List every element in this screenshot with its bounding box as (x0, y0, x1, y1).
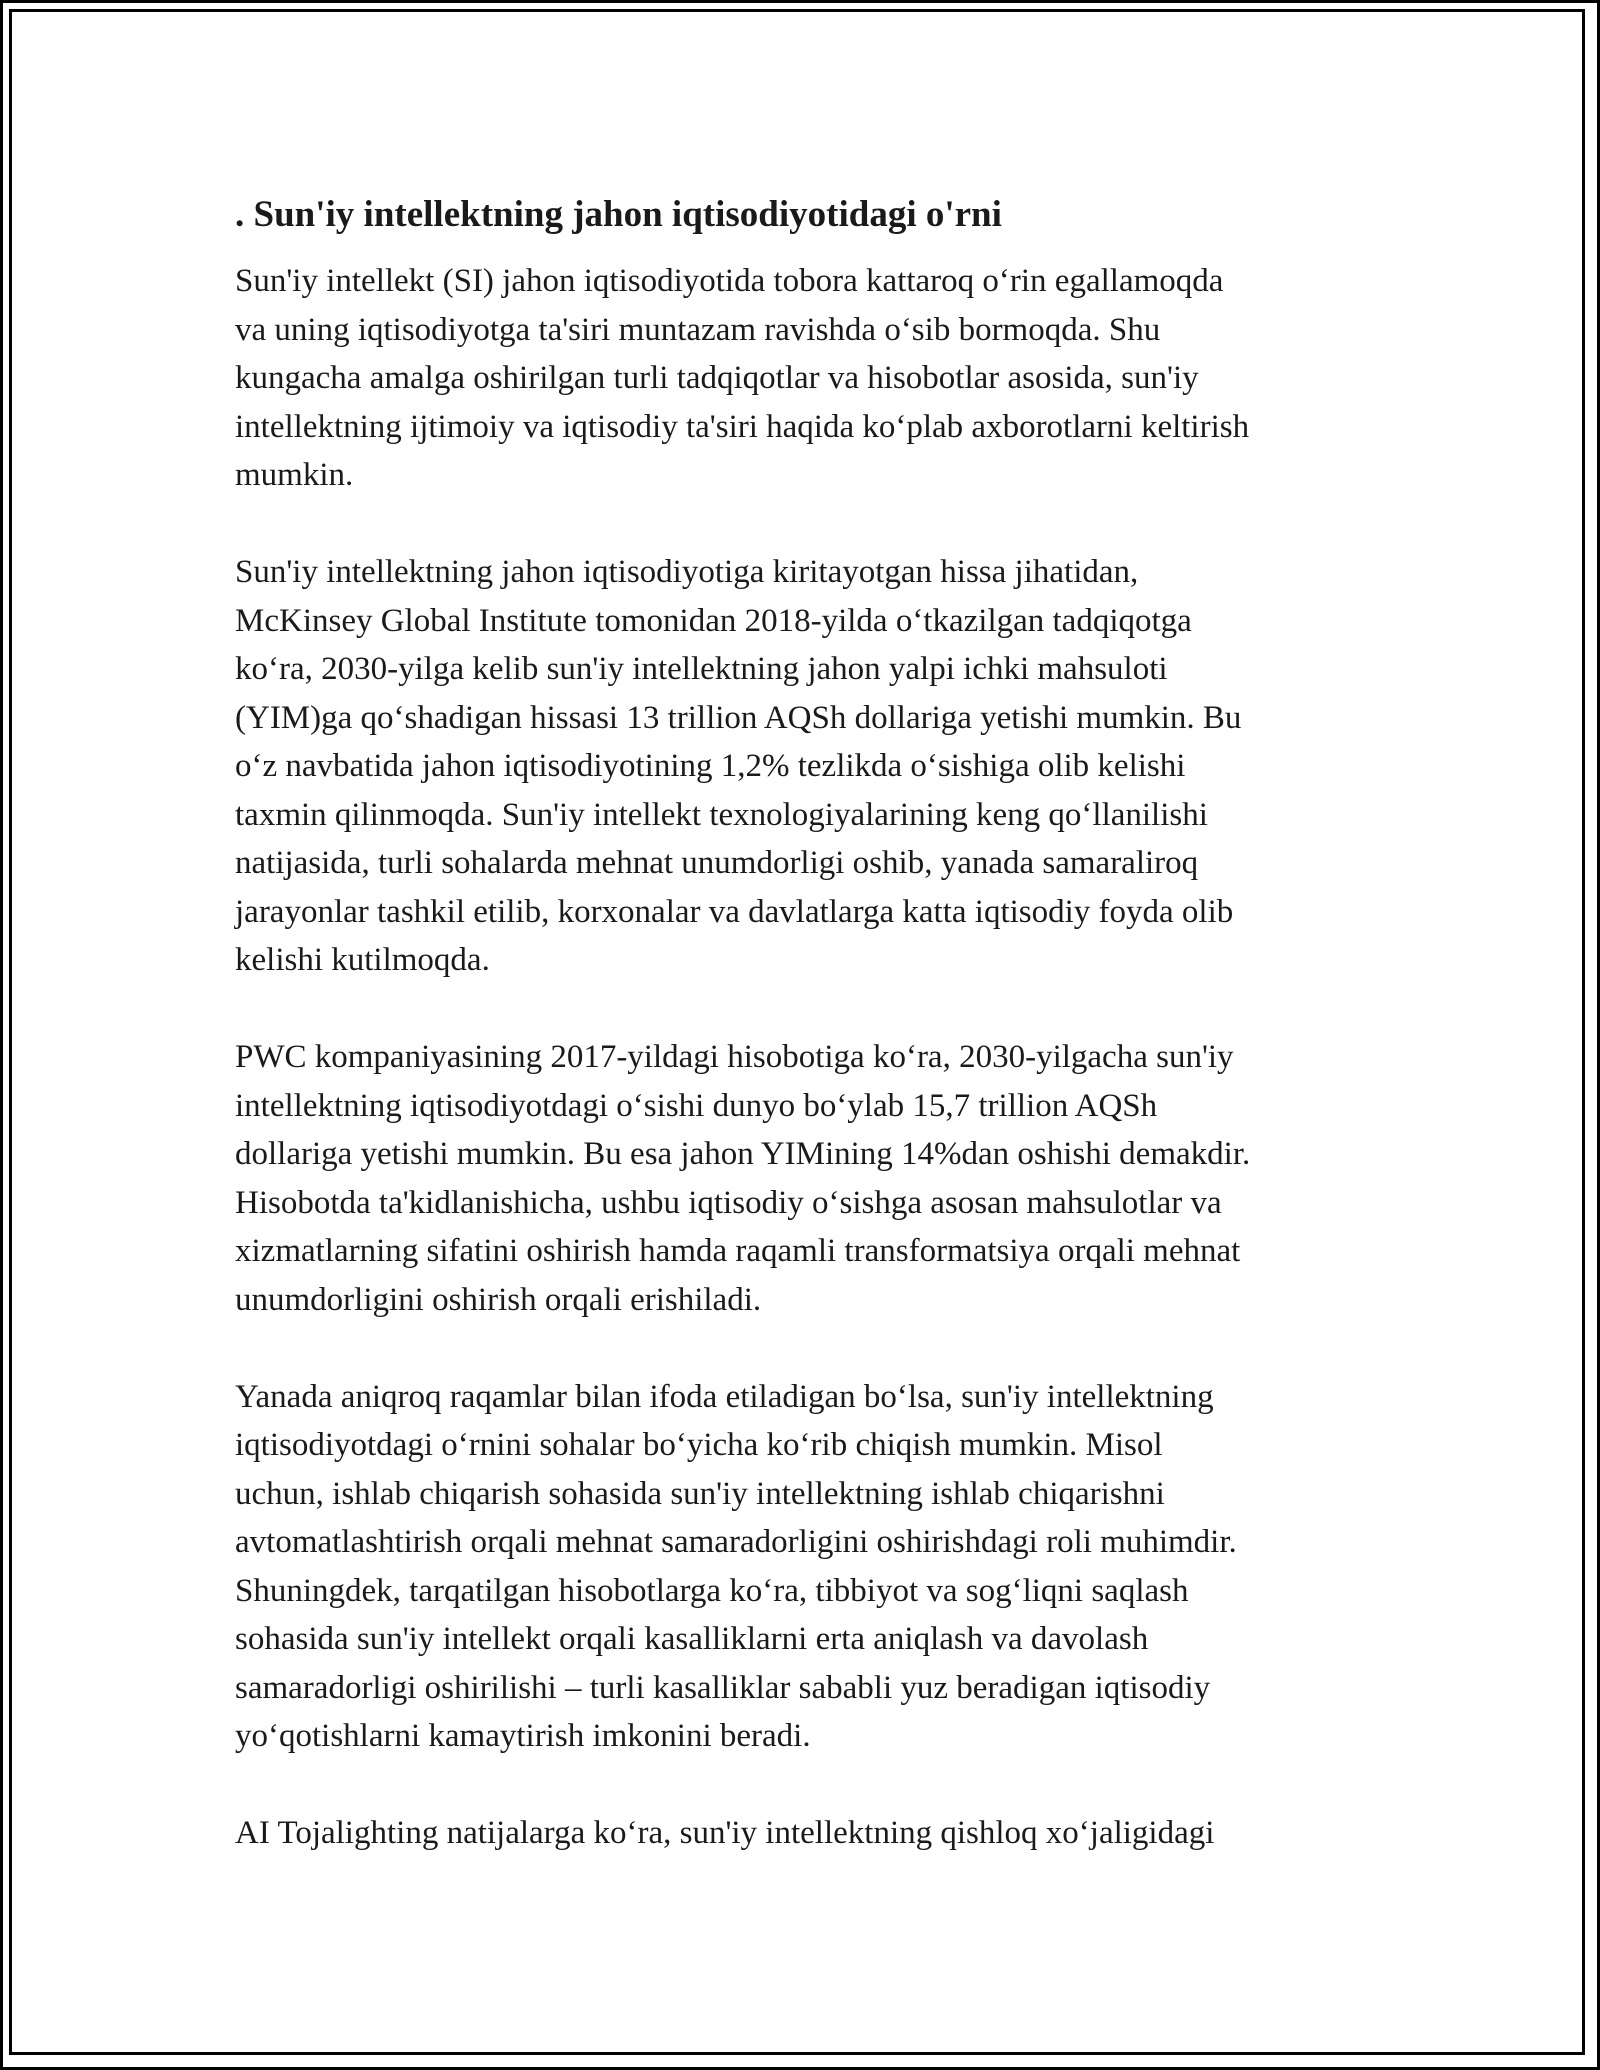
document-title: . Sun'iy intellektning jahon iqtisodiyotidagi o'rni (235, 194, 1002, 235)
text-line: intellektning ijtimoiy va iqtisodiy ta'siri haqida ko‘plab axborotlarni keltirish (235, 408, 1250, 445)
text-line: dollariga yetishi mumkin. Bu esa jahon YIMining 14%dan oshishi demakdir. (235, 1136, 1251, 1172)
text-line: (YIM)ga qo‘shadigan hissasi 13 trillion AQSh dollariga yetishi mumkin. Bu (235, 699, 1242, 736)
text-line: iqtisodiyotdagi o‘rnini sohalar bo‘yicha ko‘rib chiqish mumkin. Misol (235, 1427, 1163, 1463)
text-line: taxmin qilinmoqda. Sun'iy intellekt texnologiyalarining keng qo‘llanilishi (235, 796, 1208, 833)
text-line: kelishi kutilmoqda. (235, 942, 490, 978)
paragraph-5 (235, 1809, 1395, 1858)
text-line: Sun'iy intellektning jahon iqtisodiyotiga kiritayotgan hissa jihatidan, (235, 554, 1139, 590)
text-line: xizmatlarning sifatini oshirish hamda raqamli transformatsiya orqali mehnat (235, 1233, 1241, 1269)
text-line: intellektning iqtisodiyotdagi o‘sishi dunyo bo‘ylab 15,7 trillion AQSh (235, 1087, 1158, 1124)
text-line: avtomatlashtirish orqali mehnat samaradorligini oshirishdagi roli muhimdir. (235, 1524, 1237, 1560)
text-line: jarayonlar tashkil etilib, korxonalar va davlatlarga katta iqtisodiy foyda olib (235, 893, 1234, 930)
text-line: kungacha amalga oshirilgan turli tadqiqotlar va hisobotlar asosida, sun'iy (235, 360, 1199, 396)
text-line: PWC kompaniyasining 2017-yildagi hisobotiga ko‘ra, 2030-yilgacha sun'iy (235, 1039, 1234, 1075)
text-line: mumkin. (235, 457, 354, 493)
document-body (235, 185, 1395, 1906)
paragraph-4 (235, 1373, 1395, 1761)
text-line: o‘z navbatida jahon iqtisodiyotining 1,2% tezlikda o‘sishiga olib kelishi (235, 748, 1186, 784)
text-line: Yanada aniqroq raqamlar bilan ifoda etiladigan bo‘lsa, sun'iy intellektning (235, 1378, 1214, 1415)
text-line: Sun'iy intellekt (SI) jahon iqtisodiyotida tobora kattaroq o‘rin egallamoqda (235, 263, 1224, 299)
text-line: uchun, ishlab chiqarish sohasida sun'iy intellektning ishlab chiqarishni (235, 1475, 1165, 1512)
text-line: ko‘ra, 2030-yilga kelib sun'iy intellektning jahon yalpi ichki mahsuloti (235, 651, 1168, 687)
paragraph-1 (235, 257, 1395, 500)
text-line: McKinsey Global Institute tomonidan 2018-yilda o‘tkazilgan tadqiqotga (235, 602, 1192, 639)
paragraph-3 (235, 1033, 1395, 1324)
text-line: natijasida, turli sohalarda mehnat unumdorligi oshib, yanada samaraliroq (235, 845, 1199, 881)
text-line: yo‘qotishlarni kamaytirish imkonini beradi. (235, 1718, 811, 1754)
text-line: unumdorligini oshirish orqali erishiladi. (235, 1281, 762, 1318)
text-line: AI Tojalighting natijalarga ko‘ra, sun'iy intellektning qishloq xo‘jaligidagi (235, 1815, 1215, 1851)
text-line: Shuningdek, tarqatilgan hisobotlarga ko‘ra, tibbiyot va sog‘liqni saqlash (235, 1572, 1189, 1609)
text-line: sohasida sun'iy intellekt orqali kasalliklarni erta aniqlash va davolash (235, 1621, 1149, 1657)
text-line: samaradorligi oshirilishi – turli kasalliklar sababli yuz beradigan iqtisodiy (235, 1669, 1211, 1706)
text-line: Hisobotda ta'kidlanishicha, ushbu iqtisodiy o‘sishga asosan mahsulotlar va (235, 1184, 1222, 1221)
text-line: va uning iqtisodiyotga ta'siri muntazam ravishda o‘sib bormoqda. Shu (235, 311, 1161, 348)
paragraph-2 (235, 548, 1395, 985)
